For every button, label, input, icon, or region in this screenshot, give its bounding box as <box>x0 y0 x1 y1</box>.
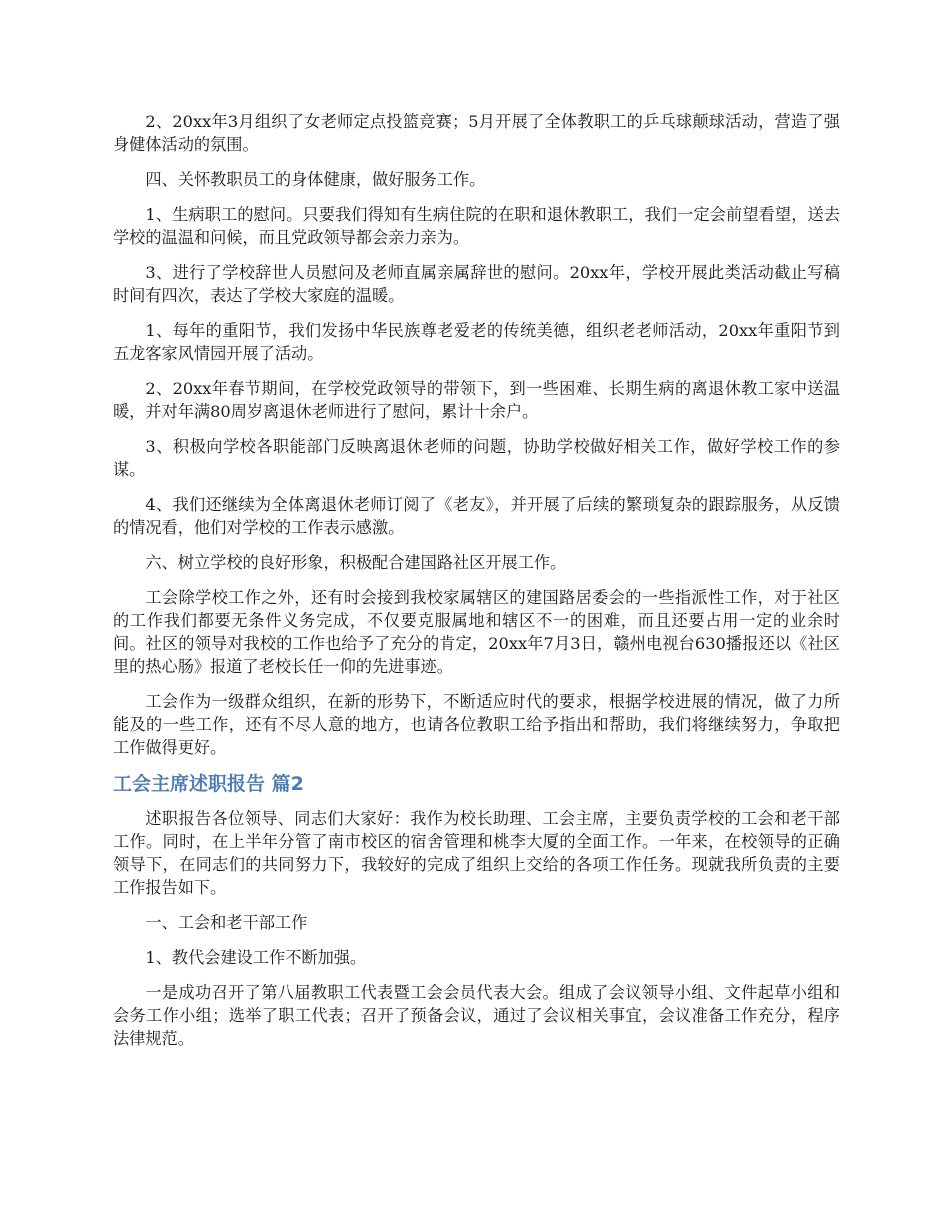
paragraph: 四、关怀教职员工的身体健康，做好服务工作。 <box>145 170 486 189</box>
section-heading: 工会主席述职报告 篇2 <box>113 773 304 795</box>
paragraph: 工会除学校工作之外，还有时会接到我校家属辖区的建国路居委会的一些指派性工作，对于社区的工作我们都要无条件义务完成，不仅要克服属地和辖区不一的困难，而且还要占用一定的业余时间。社区的领导对我校的工作也给予了充分的肯定，20xx年7月3日，赣州电视台630播报还以《社区里的热心肠》报道了老校长任一仰的先进事迹。 <box>113 588 840 676</box>
paragraph: 2、20xx年春节期间，在学校党政领导的带领下，到一些困难、长期生病的离退休教工家中送温暖，并对年满80周岁离退休老师进行了慰问，累计十余户。 <box>113 379 840 421</box>
paragraph: 3、积极向学校各职能部门反映离退休老师的问题，协助学校做好相关工作，做好学校工作的参谋。 <box>113 437 840 479</box>
paragraph: 4、我们还继续为全体离退休老师订阅了《老友》，并开展了后续的繁琐复杂的跟踪服务，从反馈的情况看，他们对学校的工作表示感激。 <box>113 495 840 537</box>
paragraph: 3、进行了学校辞世人员慰问及老师直属亲属辞世的慰问。20xx年，学校开展此类活动截止写稿时间有四次，表达了学校大家庭的温暖。 <box>113 263 840 305</box>
paragraph: 述职报告各位领导、同志们大家好：我作为校长助理、工会主席，主要负责学校的工会和老干部工作。同时，在上半年分管了南市校区的宿舍管理和桃李大厦的全面工作。一年来，在校领导的正确领导下，在同志们的共同努力下，我较好的完成了组织上交给的各项工作任务。现就我所负责的主要工作报告如下。 <box>113 809 840 897</box>
paragraph: 六、树立学校的良好形象，积极配合建国路社区开展工作。 <box>145 553 567 572</box>
paragraph: 2、20xx年3月组织了女老师定点投篮竞赛；5月开展了全体教职工的乒乓球颠球活动，营造了强身健体活动的氛围。 <box>113 112 840 154</box>
paragraph: 一是成功召开了第八届教职工代表暨工会会员代表大会。组成了会议领导小组、文件起草小组和会务工作小组；选举了职工代表；召开了预备会议，通过了会议相关事宜，会议准备工作充分，程序法律规范。 <box>113 983 840 1048</box>
paragraph: 1、生病职工的慰问。只要我们得知有生病住院的在职和退休教职工，我们一定会前望看望，送去学校的温温和问候，而且党政领导都会亲力亲为。 <box>113 205 840 247</box>
paragraph: 1、教代会建设工作不断加强。 <box>145 948 367 967</box>
document-page <box>113 110 840 1062</box>
paragraph: 1、每年的重阳节，我们发扬中华民族尊老爱老的传统美德，组织老老师活动，20xx年重阳节到五龙客家风情园开展了活动。 <box>113 321 840 363</box>
paragraph: 工会作为一级群众组织，在新的形势下，不断适应时代的要求，根据学校进展的情况，做了力所能及的一些工作，还有不尽人意的地方，也请各位教职工给予指出和帮助，我们将继续努力，争取把工作做得更好。 <box>113 692 840 757</box>
paragraph: 一、工会和老干部工作 <box>145 913 308 932</box>
